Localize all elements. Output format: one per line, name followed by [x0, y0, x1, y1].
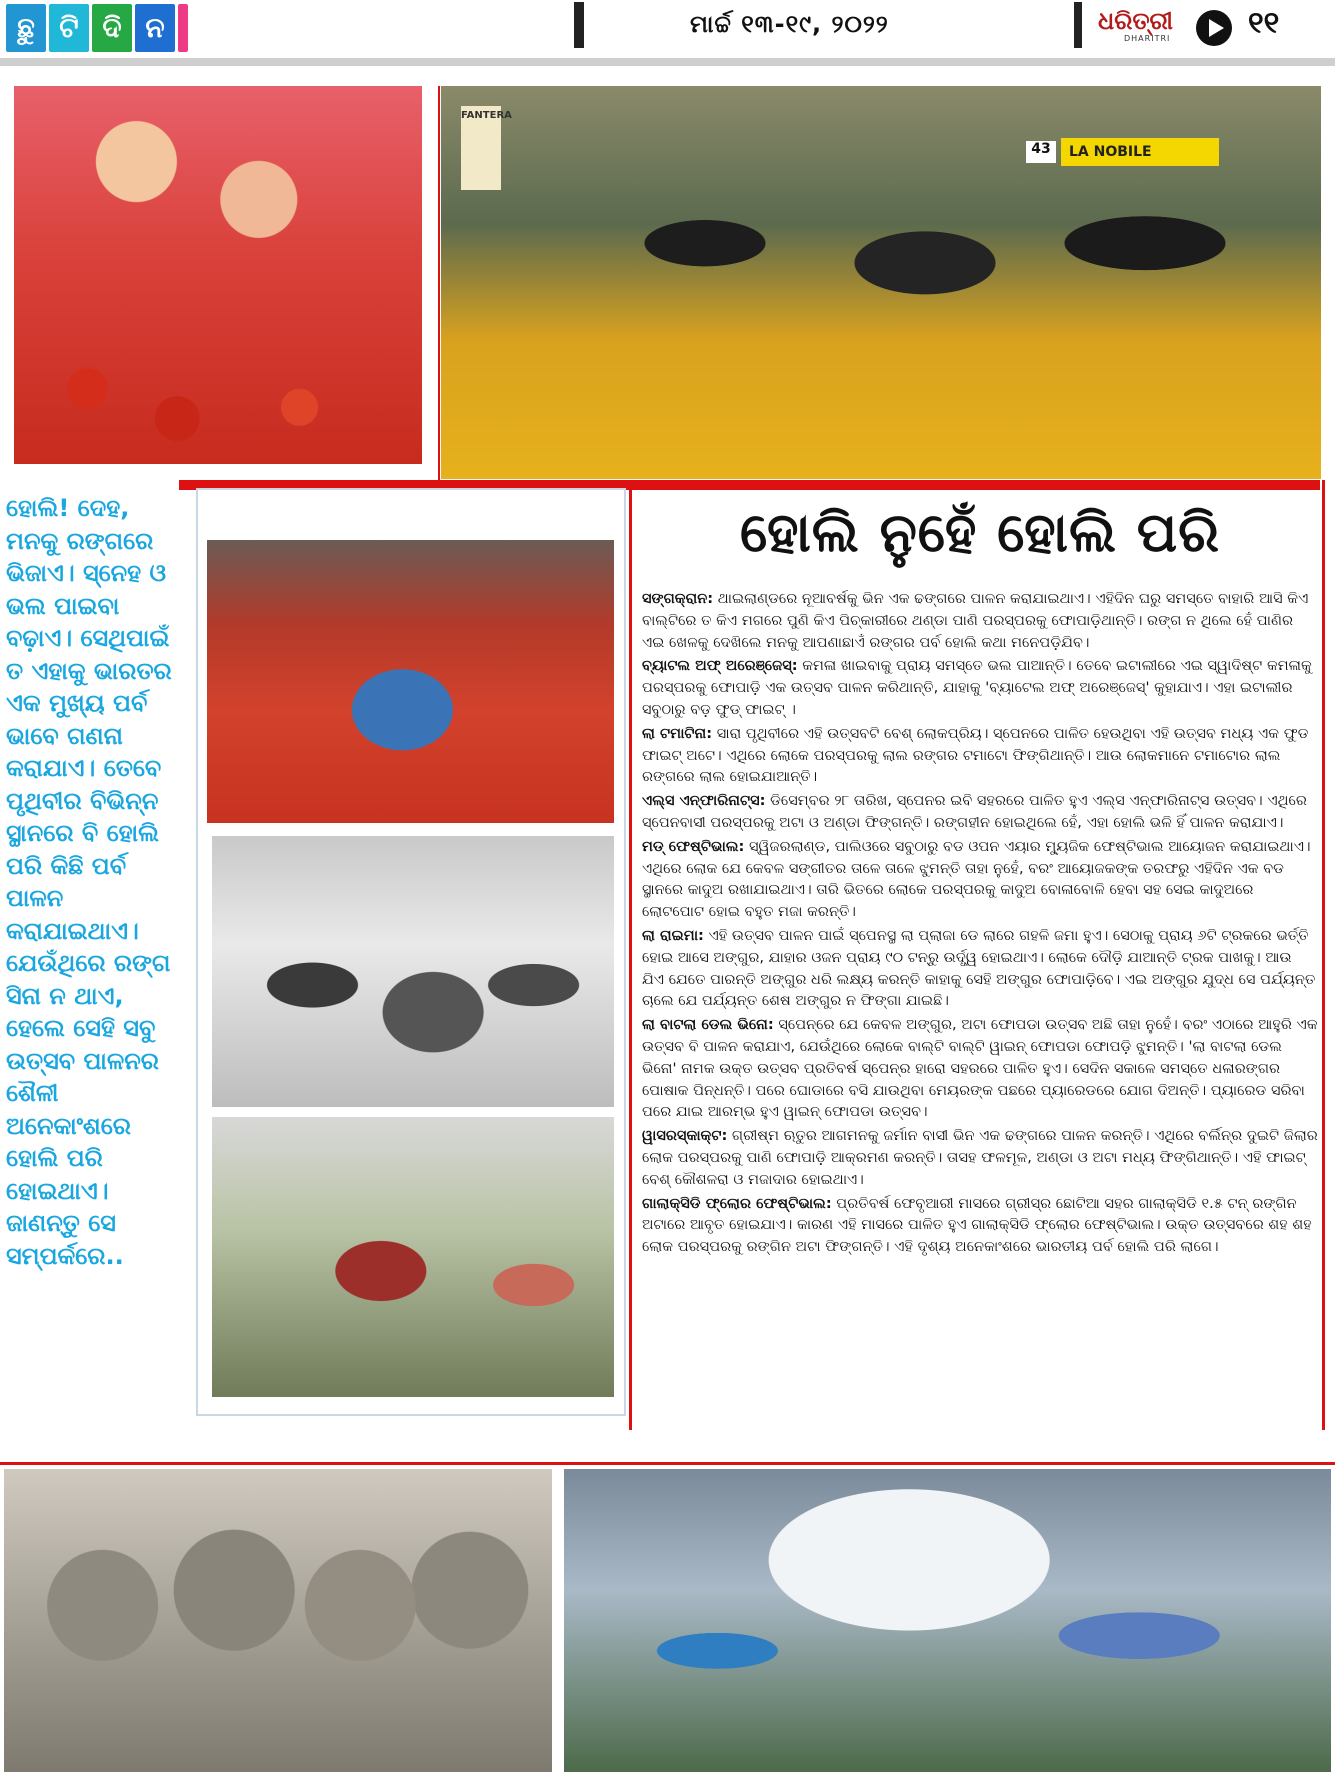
divider-line [438, 86, 440, 481]
festival-name: ଲା ଟମାଟିନା: [642, 724, 713, 742]
red-divider [629, 480, 632, 1430]
festival-name: ବ୍ୟାଟଲ ଅଫ୍ ଅରେଞ୍ଜେସ୍: [642, 657, 798, 675]
header-divider [574, 2, 584, 48]
photo-mud-festival [4, 1469, 552, 1772]
article-paragraph [642, 836, 1318, 923]
paragraph-text: ପ୍ରତିବର୍ଷ ଫେବୃଆରୀ ମାସରେ ଗ୍ରୀସ୍‌ର ଛୋଟିଆ ସହର ଗାଲାକ୍ସିଡି ୧.୫ ଟନ୍ ରଙ୍ଗିନ ଅଟାରେ ଆବୃତ ହୋଇଯାଏ। କାରଣ ଏହି ମାସରେ ପାଳିତ ହୁଏ ଗାଲାକ୍ସିଡି ଫ୍ଲୋର ଫେଷ୍ଟିଭାଲ। ଉକ୍ତ ଉତ୍ସବରେ ଶହ ଶହ ଲୋକ ପରସ୍ପରକୁ ରଙ୍ଗିନ ଅଟା ଫିଙ୍ଗନ୍ତି। ଏହି ଦୃଶ୍ୟ ଅନେକାଂଶରେ ଭାରତୀୟ ପର୍ବ ହୋଲି ପରି ଲାଗେ। [642, 1194, 1312, 1256]
header-divider [1074, 2, 1082, 48]
photo-la-tomatina [207, 540, 614, 823]
paragraph-text: ସ୍ୱିଜରଲାଣ୍ଡ, ପାଲିଓରେ ସବୁଠାରୁ ବଡ ଓପନ ଏୟାର ମ୍ୟୁଜିକ ଫେଷ୍ଟିଭାଲ ଆୟୋଜନ କରାଯାଇଥାଏ। ଏଥିରେ ଲୋକ ଯେ କେବଳ ସଙ୍ଗୀତର ତାଳେ ତାଳେ ଝୁମନ୍ତି ତାହା ନୁହେଁ, ବରଂ ଆୟୋଜକଙ୍କ ତରଫରୁ ଏହିଦିନ ଏକ ବଡ ସ୍ଥାନରେ କାଦୁଅ ରଖାଯାଇଥାଏ। ତାରି ଭିତରେ ଲୋକେ ପରସ୍ପରକୁ କାଦୁଅ ବୋଳାବୋଳି ହେବା ସହ ସେଇ କାଦୁଅରେ ଲୋଟପୋଟ ହୋଇ ବହୁତ ମଜା କରନ୍ତି। [642, 837, 1311, 921]
brand-subtitle: DHARITRI [1124, 34, 1171, 43]
paragraph-text: ଏହି ଉତ୍ସବ ପାଳନ ପାଇଁ ସ୍ପେନସ୍ଥ ଲା ପ୍ଲାଜା ଡେ ଲାରେ ଗହଳି ଜମା ହୁଏ। ସେଠାକୁ ପ୍ରାୟ ୬ଟି ଟ୍ରକରେ ଭର୍ତ୍ତି ହୋଇ ଆସେ ଅଙ୍ଗୁର, ଯାହାର ଓଜନ ପ୍ରାୟ ୯୦ ଟନ୍‌ରୁ ଉର୍ଦ୍ଧ୍ୱ ହୋଇଥାଏ। ଲୋକେ ଦୌଡ଼ି ଯାଆନ୍ତି ଟ୍ରକ ପାଖକୁ। ଆଉ ଯିଏ ଯେତେ ପାରନ୍ତି ଅଙ୍ଗୁର ଧରି ଲକ୍ଷ୍ୟ କରନ୍ତି କାହାକୁ ସେହି ଅଙ୍ଗୁର ଫୋପାଡ଼ିବେ। ଏଇ ଅଙ୍ଗୁର ଯୁଦ୍ଧ ସେ ପର୍ଯ୍ୟନ୍ତ ଚାଲେ ଯେ ପର୍ଯ୍ୟନ୍ତ ଶେଷ ଅଙ୍ଗୁର ନ ଫିଙ୍ଗା ଯାଇଛି। [642, 926, 1316, 1010]
photo-tomato-kids [14, 86, 422, 464]
article-paragraph [642, 1014, 1318, 1123]
paragraph-text: ଡିସେମ୍ବର ୨୮ ତାରିଖ, ସ୍ପେନର ଇବି ସହରରେ ପାଳିତ ହୁଏ ଏଲ୍ସ ଏନ୍‌ଫାରିନାଟ୍‌ସ ଉତ୍ସବ। ଏଥିରେ ସ୍ପେନବାସୀ ପରସ୍ପରକୁ ଅଟା ଓ ଅଣ୍ଡା ଫିଙ୍ଗନ୍ତି। ରଙ୍ଗହୀନ ହୋଇଥିଲେ ହେଁ, ଏହା ହୋଲି ଭଳି ହିଁ ପାଳନ କରାଯାଏ। [642, 792, 1307, 831]
festival-name: ୱାସରସ୍କାକ୍ଟ: [642, 1127, 728, 1145]
logo-accent [178, 4, 188, 52]
photo-wine-battle [212, 1117, 614, 1397]
header-rule [0, 58, 1335, 66]
section-logo [6, 4, 188, 52]
photo-flour-fight [212, 836, 614, 1107]
article-paragraph [642, 723, 1318, 788]
logo-letter: ଛୁ [6, 4, 46, 52]
photo-songkran-elephant [564, 1469, 1331, 1772]
festival-name: ଏଲ୍ସ ଏନ୍‌ଫାରିନାଟ୍‌ସ: [642, 792, 766, 810]
article-paragraph [642, 588, 1318, 653]
festival-name: ସଙ୍ଗକ୍ରାନ: [642, 590, 714, 607]
festival-name: ଗାଲାକ୍ସିଡି ଫ୍ଲୋର ଫେଷ୍ଟିଭାଲ: [642, 1194, 832, 1212]
festival-name: ଲା ବାଟଲା ଡେଲ ଭିନୋ: [642, 1016, 774, 1034]
logo-letter: ଦି [92, 4, 132, 52]
masthead [0, 0, 1335, 64]
page-number: ୧୧ [1248, 6, 1280, 41]
paragraph-text: କମଳା ଖାଇବାକୁ ପ୍ରାୟ ସମସ୍ତେ ଭଲ ପାଆନ୍ତି। ତେବେ ଇଟାଲୀରେ ଏଇ ସ୍ୱାଦିଷ୍ଟ କମଳାକୁ ପରସ୍ପରକୁ ଫୋପାଡ଼ି ଏକ ଉତ୍ସବ ପାଳନ କରିଥାନ୍ତି, ଯାହାକୁ 'ବ୍ୟାଟେଲ ଅଫ୍ ଅରେଞ୍ଜେସ୍' କୁହାଯାଏ। ଏହା ଇଟାଲୀର ସବୁଠାରୁ ବଡ଼ ଫୁଡ୍ ଫାଇଟ୍ । [642, 657, 1312, 718]
paragraph-text: ଥାଇଲାଣ୍ଡରେ ନୂଆବର୍ଷକୁ ଭିନ ଏକ ଢଙ୍ଗରେ ପାଳନ କରାଯାଇଥାଏ। ଏହିଦିନ ଘରୁ ସମସ୍ତେ ବାହାରି ଆସି କିଏ ବାଲ୍ଟିରେ ତ କିଏ ମଗରେ ପୁଣି କିଏ ପିଚ୍‌କାରୀରେ ଥଣ୍ଡା ପାଣି ପରସ୍ପରକୁ ଫୋପାଡ଼ିଥାନ୍ତି। ରଙ୍ଗ ନ ଥିଲେ ହେଁ ପାଣିର ଏଇ ଖେଳକୁ ଦେଖିଲେ ମନକୁ ଆପଣାଛାଏଁ ରଙ୍ଗର ପର୍ବ ହୋଲି କଥା ମନେପଡ଼ିଯିବ। [642, 590, 1309, 651]
red-divider [1322, 480, 1325, 1430]
festival-name: ଲା ରାଇମା: [642, 926, 704, 944]
photo-orange-battle [441, 86, 1321, 479]
logo-letter: ନ [135, 4, 175, 52]
logo-letter: ଟି [49, 4, 89, 52]
article-paragraph [642, 655, 1318, 720]
article-paragraph [642, 1193, 1318, 1258]
intro-text: ହୋଲି! ଦେହ, ମନକୁ ରଙ୍ଗରେ ଭିଜାଏ। ସ୍ନେହ ଓ ଭଲ ପାଇବା ବଢ଼ାଏ। ସେଥିପାଇଁ ତ ଏହାକୁ ଭାରତର ଏକ ମୁଖ୍ୟ ପର୍ବ ଭାବେ ଗଣନା କରାଯାଏ। ତେବେ ପୃଥିବୀର ବିଭିନ୍ନ ସ୍ଥାନରେ ବି ହୋଲି ପରି କିଛି ପର୍ବ ପାଳନ କରାଯାଇଥାଏ। ଯେଉଁଥିରେ ରଙ୍ଗ ସିନା ନ ଥାଏ, ହେଲେ ସେହି ସବୁ ଉତ୍ସବ ପାଳନର ଶୈଳୀ ଅନେକାଂଶରେ ହୋଲି ପରି ହୋଇଥାଏ। ଜାଣନ୍ତୁ ସେ ସମ୍ପର୍କରେ.. [6, 494, 172, 1270]
headline: ହୋଲି ନୁହେଁ ହୋଲି ପରି [739, 500, 1221, 564]
red-band [0, 1462, 1335, 1465]
brand-logo: ଧରିତ୍ରୀ [1098, 6, 1173, 35]
article-paragraph [642, 1125, 1318, 1190]
article-body [642, 588, 1318, 1260]
paragraph-text: ଗ୍ରୀଷ୍ମ ଋତୁର ଆଗମନକୁ ଜର୍ମାନ ବାସୀ ଭିନ ଏକ ଢଙ୍ଗରେ ପାଳନ କରନ୍ତି। ଏଥିରେ ବର୍ଲିନ୍‌ର ଦୁଇଟି ଜିଲାର ଲୋକ ପରସ୍ପରକୁ ପାଣି ଫୋପାଡ଼ି ଆକ୍ରମଣ କରନ୍ତି। ତାସହ ଫଳମୂଳ, ଅଣ୍ଡା ଓ ଅଟା ମଧ୍ୟ ଫିଙ୍ଗିଥାନ୍ତି। ଏହି ଫାଇଟ୍ ବେଶ୍ କୌଶଳରା ଓ ମଜାଦାର ହୋଇଥାଏ। [642, 1127, 1318, 1188]
paragraph-text: ସାରା ପୃଥିବୀରେ ଏହି ଉତ୍ସବଟି ବେଶ୍ ଲୋକପ୍ରିୟ। ସ୍ପେନରେ ପାଳିତ ହେଉଥିବା ଏହି ଉତ୍ସବ ମଧ୍ୟ ଏକ ଫୁଡ ଫାଇଟ୍ ଅଟେ। ଏଥିରେ ଲୋକେ ପରସ୍ପରକୁ ଲାଲ ରଙ୍ଗର ଟମାଟୋ ଫିଙ୍ଗିଥାନ୍ତି। ଆଉ ଲୋକମାନେ ଟମାଟୋର ଲାଲ ରଙ୍ଗରେ ଲାଲ ହୋଇଯାଆନ୍ତି। [642, 724, 1309, 786]
photo-sign: FANTERA [461, 106, 501, 190]
issue-date: ମାର୍ଚ୍ଚ ୧୩-୧୯, ୨୦୨୨ [690, 10, 889, 38]
article-paragraph [642, 925, 1318, 1012]
photo-banner: LA NOBILE [1061, 138, 1219, 166]
paragraph-text: ସ୍ପେନ୍‌ରେ ଯେ କେବଳ ଅଙ୍ଗୁର, ଅଟା ଫୋପଡା ଉତ୍ସବ ଅଛି ତାହା ନୁହେଁ। ବରଂ ଏଠାରେ ଆହୁରି ଏକ ଉତ୍ସବ ବି ପାଳନ କରାଯାଏ, ଯେଉଁଥିରେ ଲୋକେ ବାଲ୍ଟି ବାଲ୍ଟି ୱାଇନ୍ ଫୋପଡା ଫୋପଡ଼ି ଝୁମନ୍ତି। 'ଲା ବାଟଲା ଡେଲ ଭିନୋ' ନାମକ ଉକ୍ତ ଉତ୍ସବ ପ୍ରତିବର୍ଷ ସ୍ପେନ୍‌ର ହାରୋ ସହରରେ ପାଳିତ ହୁଏ। ସେଦିନ ସକାଳେ ସମସ୍ତେ ଧଳାରଙ୍ଗର ପୋଷାକ ପିନ୍ଧନ୍ତି। ପରେ ଘୋଡାରେ ବସି ଯାଉଥିବା ମେୟରଙ୍କ ପଛରେ ପ୍ୟାରେଡରେ ଯୋଗ ଦିଅନ୍ତି। ପ୍ୟାରେଡ ସରିବା ପରେ ଯାଇ ଆରମ୍ଭ ହୁଏ ୱାଇନ୍ ଫୋପଡା ଉତ୍ସବ। [642, 1016, 1318, 1121]
photo-number: 43 [1026, 141, 1056, 163]
article-paragraph [642, 790, 1318, 834]
festival-name: ମଡ୍ ଫେଷ୍ଟିଭାଲ: [642, 837, 745, 855]
play-icon [1196, 10, 1232, 46]
